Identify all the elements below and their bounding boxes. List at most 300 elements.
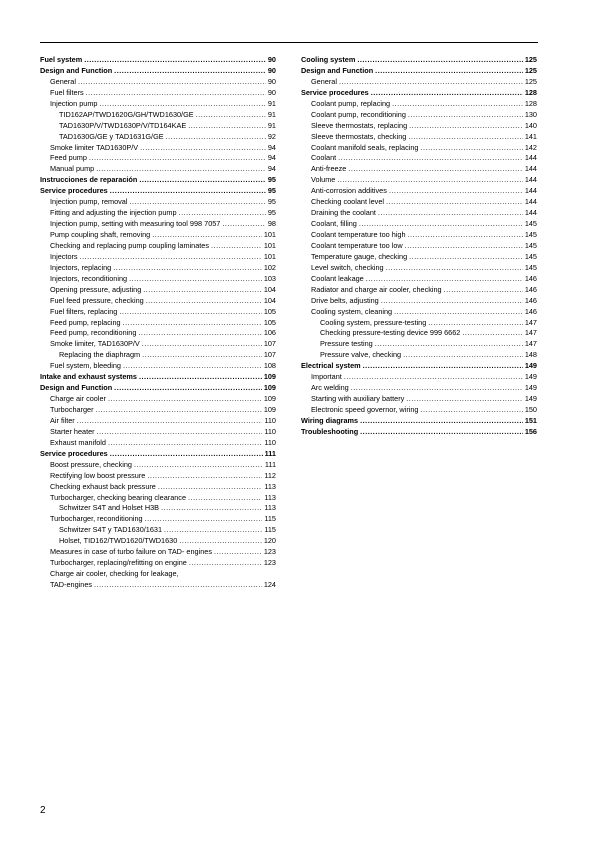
- toc-section-heading[interactable]: [301, 427, 537, 438]
- toc-entry-title: Instrucciones de reparación: [40, 175, 138, 185]
- toc-page-number: 148: [524, 350, 537, 360]
- toc-entry-title: Level switch, checking: [311, 262, 384, 272]
- toc-section-heading[interactable]: [40, 383, 276, 394]
- toc-section-heading[interactable]: [40, 186, 276, 197]
- toc-entry[interactable]: [40, 164, 276, 175]
- toc-dot-leader: [179, 536, 262, 547]
- toc-entry-title: Draining the coolant: [311, 208, 376, 218]
- toc-dot-leader: [363, 361, 523, 372]
- toc-dot-leader: [389, 186, 523, 197]
- toc-entry-title: Intake and exhaust systems: [40, 372, 137, 382]
- toc-page-number: 101: [263, 251, 276, 261]
- toc-entry[interactable]: [301, 230, 537, 241]
- toc-entry[interactable]: [301, 99, 537, 110]
- toc-section-heading[interactable]: [301, 88, 537, 99]
- toc-entry[interactable]: [40, 416, 276, 427]
- toc-entry-title: Coolant, filling: [311, 219, 357, 229]
- toc-entry[interactable]: [40, 394, 276, 405]
- toc-page-number: 101: [263, 240, 276, 250]
- toc-dot-leader: [110, 186, 266, 197]
- toc-dot-leader: [78, 77, 266, 88]
- toc-entry[interactable]: [40, 525, 276, 536]
- toc-entry[interactable]: [301, 318, 537, 329]
- toc-entry[interactable]: [40, 219, 276, 230]
- toc-entry-title: Air filter: [50, 415, 75, 425]
- toc-page-number: 109: [263, 372, 276, 382]
- toc-entry-title: Coolant pump, replacing: [311, 98, 391, 108]
- toc-entry-title: Anti-freeze: [311, 164, 347, 174]
- toc-page-number: 105: [263, 317, 276, 327]
- toc-entry[interactable]: [301, 77, 537, 88]
- toc-dot-leader: [166, 132, 266, 143]
- toc-entry-title: Anti-corrosion additives: [311, 186, 387, 196]
- toc-page-number: 108: [263, 361, 276, 371]
- toc-dot-leader: [123, 318, 262, 329]
- toc-entry[interactable]: [301, 241, 537, 252]
- toc-dot-leader: [339, 77, 523, 88]
- toc-entry[interactable]: [40, 503, 276, 514]
- toc-dot-leader: [337, 175, 522, 186]
- toc-dot-leader: [94, 580, 262, 591]
- toc-entry[interactable]: [40, 547, 276, 558]
- toc-entry[interactable]: [301, 121, 537, 132]
- toc-page-number: 90: [267, 76, 276, 86]
- toc-page-number: 94: [267, 164, 276, 174]
- toc-entry-title: Smoke limiter, TAD1630P/V: [50, 339, 140, 349]
- toc-page-number: 130: [524, 109, 537, 119]
- toc-entry-title: Sleeve thermostats, replacing: [311, 120, 408, 130]
- toc-dot-leader: [196, 110, 266, 121]
- toc-entry[interactable]: [40, 208, 276, 219]
- toc-entry-title: Cooling system, pressure-testing: [320, 317, 427, 327]
- toc-entry-title: Drive belts, adjusting: [311, 295, 379, 305]
- toc-entry-title: Injectors, reconditioning: [50, 273, 128, 283]
- toc-dot-leader: [408, 110, 523, 121]
- toc-page-number: 109: [263, 394, 276, 404]
- toc-entry-title: Pressure testing: [320, 339, 373, 349]
- toc-dot-leader: [134, 460, 263, 471]
- toc-page-number: 145: [524, 240, 537, 250]
- toc-entry[interactable]: [40, 427, 276, 438]
- toc-dot-leader: [344, 372, 523, 383]
- toc-entry-title: Boost pressure, checking: [50, 459, 132, 469]
- toc-entry-title: General: [311, 76, 337, 86]
- toc-page-number: 149: [524, 361, 537, 371]
- toc-page-number: 106: [263, 328, 276, 338]
- toc-dot-leader: [428, 318, 523, 329]
- toc-dot-leader: [421, 143, 523, 154]
- toc-entry[interactable]: [40, 350, 276, 361]
- toc-entry-title: Checking pressure-testing device 999 6662: [320, 328, 461, 338]
- toc-entry-title: Design and Function: [40, 383, 113, 393]
- toc-page-number: 124: [263, 580, 276, 589]
- toc-dot-leader: [114, 383, 262, 394]
- toc-page-number: 144: [524, 208, 537, 218]
- toc-page-number: 109: [263, 405, 276, 414]
- toc-page-number: 144: [524, 197, 537, 207]
- toc-entry[interactable]: [301, 175, 537, 186]
- toc-dot-leader: [348, 164, 523, 175]
- toc-dot-leader: [211, 241, 262, 252]
- toc-dot-leader: [145, 514, 263, 525]
- toc-dot-leader: [84, 55, 266, 66]
- toc-entry-title: Turbocharger, checking bearing clearance: [50, 492, 187, 502]
- toc-entry-title: Important: [311, 372, 342, 382]
- toc-entry[interactable]: [40, 493, 276, 504]
- toc-entry-title: Design and Function: [40, 65, 113, 75]
- toc-page-number: 149: [524, 372, 537, 382]
- toc-entry[interactable]: [40, 405, 276, 416]
- toc-entry-title: Coolant: [311, 153, 337, 163]
- toc-entry-title: Service procedures: [40, 448, 108, 458]
- toc-dot-leader: [158, 482, 262, 493]
- toc-page-number: 111: [264, 459, 276, 469]
- toc-dot-leader: [113, 263, 262, 274]
- toc-page-number: 101: [263, 230, 276, 239]
- toc-page-number: 115: [264, 525, 276, 535]
- toc-entry[interactable]: [40, 558, 276, 569]
- toc-entry[interactable]: [40, 252, 276, 263]
- toc-entry-title: Injection pump, setting with measuring tool 998 7057: [50, 219, 221, 229]
- toc-entry-title: Cooling system, cleaning: [311, 306, 393, 316]
- toc-column-right: [301, 55, 537, 438]
- toc-page-number: 145: [524, 230, 537, 239]
- toc-dot-leader: [108, 438, 262, 449]
- toc-dot-leader: [392, 99, 523, 110]
- toc-entry[interactable]: [301, 132, 537, 143]
- toc-entry[interactable]: [40, 460, 276, 471]
- toc-entry-title: Starter heater: [50, 426, 95, 436]
- toc-dot-leader: [403, 350, 523, 361]
- toc-dot-leader: [394, 307, 523, 318]
- toc-entry-title: Charge air cooler: [50, 394, 106, 404]
- toc-entry-title: Electronic speed governor, wiring: [311, 405, 419, 414]
- toc-entry-title: Starting with auxiliary battery: [311, 394, 405, 404]
- toc-dot-leader: [89, 153, 266, 164]
- toc-entry-title: Sleeve thermostats, checking: [311, 131, 407, 141]
- toc-dot-leader: [189, 558, 262, 569]
- toc-page-number: 112: [264, 470, 276, 480]
- toc-dot-leader: [188, 493, 262, 504]
- toc-entry-title: Service procedures: [301, 87, 369, 97]
- toc-dot-leader: [375, 66, 523, 77]
- toc-entry[interactable]: [40, 318, 276, 329]
- toc-entry-title: Turbocharger, replacing/refitting on engine: [50, 558, 187, 568]
- toc-column-left: [40, 55, 276, 591]
- toc-entry[interactable]: [40, 99, 276, 110]
- toc-entry[interactable]: [301, 252, 537, 263]
- toc-page-number: 142: [524, 142, 537, 152]
- toc-page-number: 151: [524, 415, 537, 425]
- toc-page-number: 147: [524, 317, 537, 327]
- toc-entry[interactable]: [301, 274, 537, 285]
- page-number: 2: [40, 805, 46, 816]
- toc-section-heading[interactable]: [301, 416, 537, 427]
- toc-entry[interactable]: [301, 372, 537, 383]
- toc-page-number: 105: [263, 306, 276, 316]
- toc-dot-leader: [123, 361, 262, 372]
- toc-dot-leader: [152, 230, 262, 241]
- toc-entry-title: Injection pump, removal: [50, 197, 128, 207]
- toc-entry[interactable]: [301, 263, 537, 274]
- toc-section-heading[interactable]: [301, 55, 537, 66]
- toc-section-heading[interactable]: [40, 372, 276, 383]
- toc-dot-leader: [381, 296, 523, 307]
- toc-entry[interactable]: [301, 197, 537, 208]
- toc-dot-leader: [408, 230, 523, 241]
- toc-section-heading[interactable]: [301, 361, 537, 372]
- toc-entry-title: Arc welding: [311, 383, 349, 393]
- toc-entry[interactable]: [40, 361, 276, 372]
- toc-section-heading[interactable]: [40, 449, 276, 460]
- toc-page-number: 145: [524, 262, 537, 272]
- toc-entry[interactable]: [40, 88, 276, 99]
- toc-dot-leader: [214, 547, 262, 558]
- toc-entry[interactable]: [40, 285, 276, 296]
- toc-dot-leader: [96, 164, 266, 175]
- toc-entry-title: Feed pump, replacing: [50, 317, 121, 327]
- toc-dot-leader: [179, 208, 266, 219]
- toc-entry[interactable]: [301, 285, 537, 296]
- toc-entry-title: Radiator and charge air cooler, checking: [311, 284, 442, 294]
- toc-entry[interactable]: [301, 219, 537, 230]
- toc-entry-title: Checking coolant level: [311, 197, 385, 207]
- toc-entry-title: Coolant pump, reconditioning: [311, 109, 406, 119]
- toc-dot-leader: [222, 219, 266, 230]
- toc-dot-leader: [110, 449, 263, 460]
- toc-page-number: 113: [264, 492, 276, 502]
- toc-page-number: 140: [524, 120, 537, 130]
- toc-entry[interactable]: [301, 394, 537, 405]
- toc-section-heading[interactable]: [40, 66, 276, 77]
- toc-page-number: 94: [267, 142, 276, 152]
- toc-page-number: 95: [267, 175, 276, 185]
- toc-page-number: 150: [524, 405, 537, 414]
- toc-page-number: 123: [263, 558, 276, 568]
- toc-dot-leader: [360, 416, 523, 427]
- toc-page-number: 141: [524, 131, 537, 141]
- toc-entry[interactable]: [40, 339, 276, 350]
- toc-entry-title: Schwitzer S4T y TAD1630/1631: [59, 525, 163, 535]
- toc-page-number: 103: [263, 273, 276, 283]
- toc-dot-leader: [139, 372, 262, 383]
- toc-dot-leader: [143, 285, 262, 296]
- toc-page-number: 146: [524, 273, 537, 283]
- toc-entry[interactable]: [301, 405, 537, 416]
- toc-page-number: 123: [263, 547, 276, 557]
- toc-entry-title: Volume: [311, 175, 336, 185]
- toc-entry[interactable]: [301, 164, 537, 175]
- toc-entry[interactable]: [301, 208, 537, 219]
- toc-dot-leader: [386, 263, 523, 274]
- toc-page-number: 110: [264, 426, 276, 436]
- toc-dot-leader: [366, 274, 523, 285]
- toc-entry[interactable]: [40, 230, 276, 241]
- toc-page-number: 98: [267, 219, 276, 229]
- toc-entry[interactable]: [40, 482, 276, 493]
- toc-entry[interactable]: [301, 186, 537, 197]
- toc-entry-title: Coolant leakage: [311, 273, 364, 283]
- toc-page-number: 147: [524, 328, 537, 338]
- toc-entry-title: General: [50, 76, 76, 86]
- toc-entry[interactable]: [301, 350, 537, 361]
- toc-page-number: 90: [267, 55, 276, 64]
- toc-page-number: 115: [264, 514, 276, 524]
- toc-entry-title: TID162AP/TWD1620G/GH/TWD1630/GE: [59, 109, 194, 119]
- toc-entry[interactable]: [301, 143, 537, 154]
- toc-entry[interactable]: [40, 471, 276, 482]
- toc-page-number: 104: [263, 284, 276, 294]
- toc-entry[interactable]: [40, 569, 276, 591]
- toc-dot-leader: [462, 328, 522, 339]
- toc-dot-leader: [114, 66, 266, 77]
- toc-entry-title: Pressure valve, checking: [320, 350, 402, 360]
- toc-entry[interactable]: [301, 339, 537, 350]
- toc-entry[interactable]: [40, 77, 276, 88]
- toc-entry[interactable]: [301, 153, 537, 164]
- toc-entry[interactable]: [40, 121, 276, 132]
- toc-entry-title: Schwitzer S4T and Holset H3B: [59, 503, 160, 513]
- toc-page-number: 144: [524, 186, 537, 196]
- toc-page-number: 144: [524, 175, 537, 185]
- toc-section-heading[interactable]: [40, 55, 276, 66]
- toc-dot-leader: [405, 241, 523, 252]
- toc-dot-leader: [138, 328, 261, 339]
- toc-entry[interactable]: [301, 307, 537, 318]
- toc-page-number: 90: [267, 65, 276, 75]
- toc-page-number: 125: [524, 76, 537, 86]
- toc-entry-title: Feed pump: [50, 153, 87, 163]
- toc-entry-title: Injectors, replacing: [50, 262, 112, 272]
- toc-entry[interactable]: [40, 514, 276, 525]
- toc-entry-title: Pump coupling shaft, removing: [50, 230, 151, 239]
- toc-page-number: 111: [264, 448, 276, 458]
- toc-dot-leader: [386, 197, 523, 208]
- toc-entry-title: TAD1630G/GE y TAD1631G/GE: [59, 131, 164, 141]
- toc-entry-title: Fuel filters, replacing: [50, 306, 118, 316]
- toc-dot-leader: [96, 405, 262, 416]
- toc-dot-leader: [119, 307, 261, 318]
- toc-entry-title: Cooling system: [301, 55, 356, 64]
- toc-entry[interactable]: [40, 241, 276, 252]
- toc-entry-title: Feed pump, reconditioning: [50, 328, 137, 338]
- toc-section-heading[interactable]: [301, 66, 537, 77]
- toc-page-number: 90: [267, 87, 276, 97]
- toc-entry-title: Fuel feed pressure, checking: [50, 295, 144, 305]
- toc-page-number: 146: [524, 284, 537, 294]
- toc-page-number: 146: [524, 306, 537, 316]
- toc-page-number: 145: [524, 219, 537, 229]
- toc-entry[interactable]: [40, 132, 276, 143]
- toc-page-number: 147: [524, 339, 537, 349]
- toc-dot-leader: [351, 383, 523, 394]
- toc-entry-title: Checking exhaust back pressure: [50, 481, 156, 491]
- toc-dot-leader: [146, 296, 262, 307]
- toc-page-number: 110: [264, 437, 276, 447]
- header-rule: [40, 42, 538, 43]
- toc-entry[interactable]: [40, 153, 276, 164]
- toc-entry-title: Smoke limiter TAD1630P/V: [50, 142, 139, 152]
- toc-entry-title: Checking and replacing pump coupling laminates: [50, 240, 210, 250]
- toc-entry-title: Replacing the diaphragm: [59, 350, 141, 360]
- toc-page-number: 104: [263, 295, 276, 305]
- toc-entry[interactable]: [40, 263, 276, 274]
- toc-entry-title: Injection pump: [50, 98, 98, 108]
- toc-page-number: 95: [267, 186, 276, 196]
- toc-dot-leader: [164, 525, 262, 536]
- toc-page-number: 94: [267, 153, 276, 163]
- toc-entry[interactable]: [301, 383, 537, 394]
- toc-entry[interactable]: [40, 274, 276, 285]
- toc-entry[interactable]: [40, 110, 276, 121]
- toc-entry-title: Exhaust manifold: [50, 437, 106, 447]
- toc-dot-leader: [188, 121, 266, 132]
- toc-dot-leader: [142, 350, 262, 361]
- toc-entry-title: Fuel filters: [50, 87, 84, 97]
- toc-page-number: 92: [267, 131, 276, 141]
- toc-dot-leader: [444, 285, 523, 296]
- toc-entry-title: Electrical system: [301, 361, 361, 371]
- toc-entry[interactable]: [301, 296, 537, 307]
- toc-dot-leader: [357, 55, 522, 66]
- toc-dot-leader: [378, 208, 523, 219]
- toc-entry-title: Turbocharger, reconditioning: [50, 514, 143, 524]
- toc-entry[interactable]: [40, 143, 276, 154]
- toc-dot-leader: [147, 471, 262, 482]
- toc-page-number: 109: [263, 383, 276, 393]
- toc-page-number: 120: [263, 536, 276, 546]
- toc-page-number: 125: [524, 65, 537, 75]
- toc-entry-title: Fuel system, bleeding: [50, 361, 121, 371]
- toc-entry-title: Injectors: [50, 251, 78, 261]
- toc-section-heading[interactable]: [40, 175, 276, 186]
- toc-page-number: 107: [263, 339, 276, 349]
- toc-page-number: 128: [524, 98, 537, 108]
- toc-dot-leader: [97, 427, 263, 438]
- toc-entry[interactable]: [40, 197, 276, 208]
- toc-entry-title: Rectifying low boost pressure: [50, 470, 146, 480]
- toc-page-number: 102: [263, 262, 276, 272]
- toc-entry-title: Turbocharger: [50, 405, 94, 414]
- toc-entry-title: Opening pressure, adjusting: [50, 284, 142, 294]
- toc-dot-leader: [139, 175, 266, 186]
- toc-dot-leader: [360, 427, 523, 438]
- toc-entry-title: TAD1630P/V/TWD1630P/V/TD164KAE: [59, 120, 187, 130]
- toc-page-number: 113: [264, 503, 276, 513]
- toc-entry-title: Coolant manifold seals, replacing: [311, 142, 419, 152]
- toc-page-number: 146: [524, 295, 537, 305]
- toc-page-number: 144: [524, 153, 537, 163]
- toc-entry[interactable]: [301, 110, 537, 121]
- toc-entry-title: Manual pump: [50, 164, 95, 174]
- toc-entry[interactable]: [40, 296, 276, 307]
- toc-entry[interactable]: [40, 307, 276, 318]
- toc-page-number: 156: [524, 426, 537, 436]
- toc-dot-leader: [77, 416, 263, 427]
- toc-dot-leader: [420, 405, 522, 416]
- toc-entry[interactable]: [40, 438, 276, 449]
- toc-dot-leader: [371, 88, 523, 99]
- toc-dot-leader: [142, 339, 262, 350]
- toc-dot-leader: [409, 121, 523, 132]
- toc-page-number: 95: [267, 208, 276, 218]
- toc-entry[interactable]: [301, 328, 537, 339]
- toc-page-number: 113: [264, 481, 276, 491]
- toc-entry[interactable]: [40, 328, 276, 339]
- toc-entry[interactable]: [40, 536, 276, 547]
- toc-dot-leader: [359, 219, 523, 230]
- toc-entry-title: Wiring diagrams: [301, 415, 359, 425]
